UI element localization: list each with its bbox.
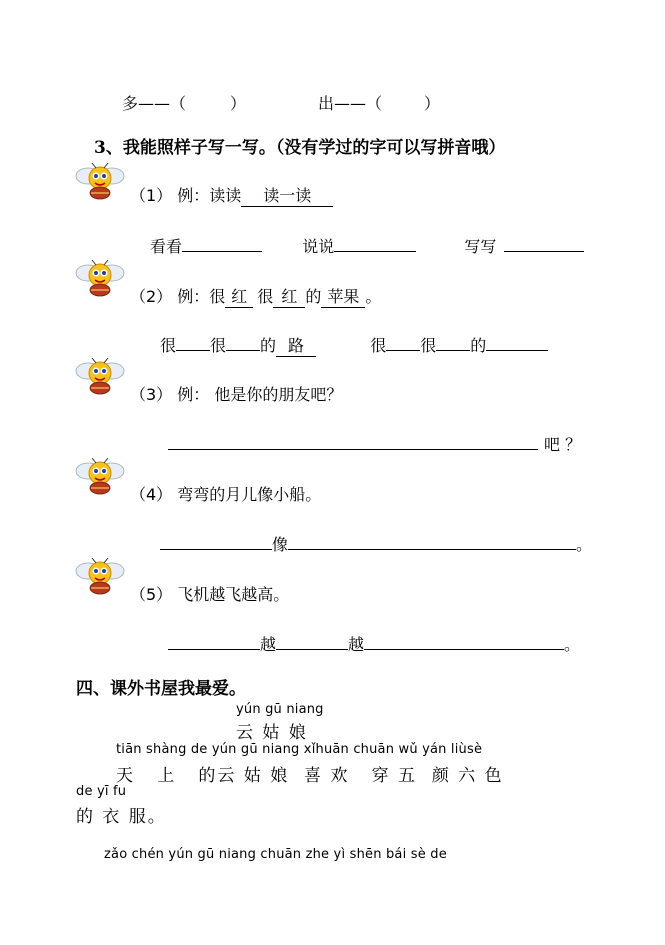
hen: 很: [210, 336, 227, 355]
story-title-pinyin: yún gū niang: [236, 702, 324, 717]
blank[interactable]: [160, 533, 272, 550]
blank[interactable]: [276, 633, 348, 650]
blank[interactable]: [486, 334, 548, 351]
exercise-3-row: [168, 432, 581, 455]
fill-blank-chu: [318, 91, 440, 114]
bee-icon: [74, 358, 126, 398]
ex5-end: 。: [564, 635, 581, 654]
exercise-5-example: （5） 飞机越飞越高。: [130, 585, 290, 604]
line3-pinyin: zǎo chén yún gū niang chuān zhe yì shēn bái sè de: [104, 847, 447, 862]
exercise-4-example: （4） 弯弯的月儿像小船。: [130, 485, 322, 504]
section-3-title: 3、我能照样子写一写。（没有学过的字可以写拼音哦）: [94, 138, 506, 158]
ex2-end: 。: [365, 287, 382, 306]
exercise-1-label: （1） 例：读读: [130, 186, 242, 205]
line2-pinyin: de yī fu: [76, 784, 127, 799]
blank[interactable]: [288, 533, 576, 550]
hen: 很: [420, 336, 437, 355]
story-title: 云 姑 娘: [236, 723, 308, 743]
bee-icon: [74, 558, 126, 598]
blank[interactable]: [436, 334, 470, 351]
blank[interactable]: [176, 334, 210, 351]
ex4-end: 。: [576, 535, 593, 554]
ex4-mid: 像: [272, 535, 289, 554]
exercise-2-row: [160, 333, 548, 356]
item-kankan: 看看: [150, 237, 183, 256]
blank[interactable]: [182, 235, 262, 252]
ex2-de: 的: [305, 287, 322, 306]
ex2-word-2: 红: [273, 287, 305, 308]
exercise-2-label: （2） 例：很: [130, 287, 226, 306]
item-shuoshuo: 说说: [302, 237, 335, 256]
blank[interactable]: [504, 235, 584, 252]
blank[interactable]: [386, 334, 420, 351]
ex5-m1: 越: [260, 635, 277, 654]
word-duo: 多——（: [122, 94, 187, 113]
bee-icon: [74, 260, 126, 300]
line1-text: 天 上 的云 姑 娘 喜 欢 穿 五 颜 六 色: [116, 766, 504, 786]
ex2-word-1: 红: [225, 287, 253, 308]
line2-text: 的 衣 服。: [76, 807, 167, 827]
ex3-tail: 吧 ？: [544, 435, 582, 454]
bee-icon: [74, 458, 126, 498]
ex5-m2: 越: [348, 635, 365, 654]
blank[interactable]: [334, 235, 416, 252]
exercise-2-example: [130, 284, 381, 307]
exercise-1-answer: 读一读: [241, 186, 333, 207]
hen: 很: [160, 336, 177, 355]
blank[interactable]: [364, 633, 564, 650]
exercise-1-row: [150, 234, 584, 257]
ex2-mid: 很: [257, 287, 274, 306]
exercise-5-row: [168, 632, 580, 655]
fill-blank-duo: [122, 91, 246, 114]
de: 的: [470, 336, 487, 355]
exercise-4-row: [160, 532, 592, 555]
blank[interactable]: [226, 334, 260, 351]
close-paren: ）: [230, 94, 247, 113]
exercise-1-example: [130, 183, 333, 206]
ex2-word-3: 苹果: [321, 287, 365, 308]
exercise-3-example: （3） 例： 他是你的朋友吧？: [130, 385, 343, 404]
lu: 路: [276, 336, 316, 357]
close-paren: ）: [424, 94, 441, 113]
blank[interactable]: [168, 433, 538, 450]
word-chu: 出——（: [318, 94, 383, 113]
de: 的: [260, 336, 277, 355]
section-4-title: 四、课外书屋我最爱。: [76, 679, 246, 699]
bee-icon: [74, 163, 126, 203]
blank[interactable]: [168, 633, 260, 650]
line1-pinyin: tiān shàng de yún gū niang xǐhuān chuān wǔ yán liùsè: [116, 742, 483, 757]
hen: 很: [370, 336, 387, 355]
item-xiexie: 写写: [464, 237, 497, 256]
